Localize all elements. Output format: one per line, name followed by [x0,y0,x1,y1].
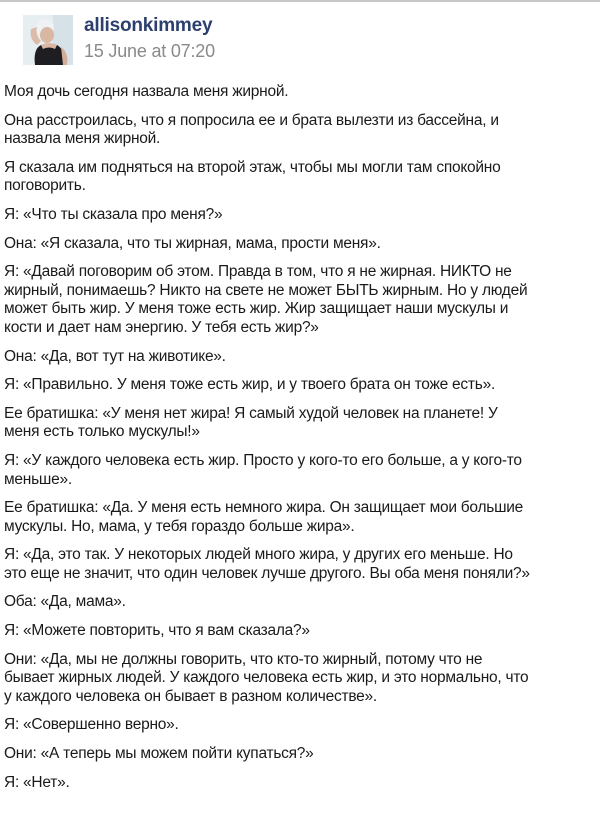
post-paragraph [4,405,600,442]
paragraph-line: Я: «Совершенно верно». [4,716,179,734]
paragraph-line: может быть жир. У меня тоже есть жир. Жир защищает наши мускулы и [4,300,509,318]
paragraph-line: Я: «У каждого человека есть жир. Просто у кого-то его больше, а у кого-то [4,451,522,469]
paragraph-line: Они: «А теперь мы можем пойти купаться?» [4,745,314,763]
post-paragraph [4,745,600,764]
post-paragraph [4,348,600,367]
post-paragraph [4,83,600,102]
post-paragraph [4,376,600,395]
paragraph-line: Моя дочь сегодня назвала меня жирной. [4,83,289,100]
avatar[interactable] [23,15,73,65]
post-paragraph [4,263,600,337]
paragraph-line: меня есть только мускулы!» [4,423,200,441]
post-body [4,83,600,802]
paragraph-line: Я: «Давай поговорим об этом. Правда в том, что я не жирная. НИКТО не [4,263,512,281]
paragraph-line: назвала меня жирной. [4,130,161,148]
paragraph-line: поговорить. [4,177,86,195]
paragraph-line: это еще не значит, что один человек лучше другого. Вы оба меня поняли?» [4,564,530,582]
post-paragraph [4,716,600,735]
paragraph-line: Ее братишка: «Да. У меня есть немного жира. Он защищает мои большие [4,499,524,517]
paragraph-line: Я: «Правильно. У меня тоже есть жир, и у твоего брата он тоже есть». [4,376,495,394]
post-paragraph [4,593,600,612]
paragraph-line: Я: «Можете повторить, что я вам сказала?» [4,622,310,640]
paragraph-line: бывает жирных людей. У каждого человека есть жир, и это нормально, что [4,669,529,687]
post-paragraph [4,235,600,254]
paragraph-line: мускулы. Но, мама, у тебя гораздо больше жира». [4,517,355,535]
post-paragraph [4,499,600,536]
paragraph-line: Они: «Да, мы не должны говорить, что кто-то жирный, потому что не [4,650,483,668]
post-paragraph [4,452,600,489]
post-paragraph [4,546,600,583]
paragraph-line: Она расстроилась, что я попросила ее и брата вылезти из бассейна, и [4,111,499,129]
paragraph-line: Оба: «Да, мама». [4,593,126,611]
post-paragraph [4,651,600,707]
author-name-link[interactable]: allisonkimmey [84,15,213,36]
post-paragraph [4,774,600,793]
paragraph-line: Ее братишка: «У меня нет жира! Я самый худой человек на планете! У [4,404,498,422]
top-divider [0,0,600,2]
post-paragraph [4,206,600,225]
paragraph-line: жирный, понимаешь? Никто на свете не может БЫТЬ жирным. Но у людей [4,281,528,299]
paragraph-line: Она: «Я сказала, что ты жирная, мама, прости меня». [4,234,381,252]
paragraph-line: кости и дает нам энергию. У тебя есть жир?» [4,318,319,336]
paragraph-line: Я: «Да, это так. У некоторых людей много жира, у других его меньше. Но [4,546,513,564]
paragraph-line: у каждого человека он бывает в разном количестве». [4,687,377,705]
paragraph-line: Она: «Да, вот тут на животике». [4,347,226,365]
post-paragraph [4,112,600,149]
paragraph-line: Я: «Нет». [4,773,70,791]
post-timestamp[interactable]: 15 June at 07:20 [84,41,215,61]
paragraph-line: Я: «Что ты сказала про меня?» [4,205,223,223]
post-paragraph [4,622,600,641]
paragraph-line: Я сказала им подняться на второй этаж, чтобы мы могли там спокойно [4,158,501,176]
post-paragraph [4,159,600,196]
paragraph-line: меньше». [4,470,72,488]
